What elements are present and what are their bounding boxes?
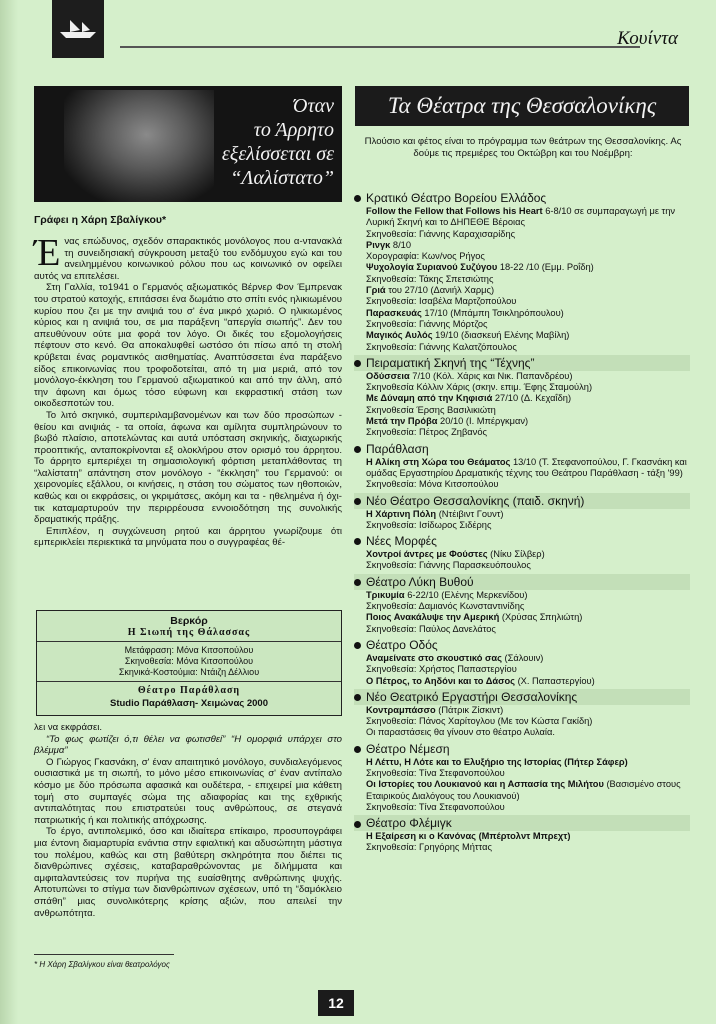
quote: “Το φως φωτίζει ό,τι θέλει να φωτισθεί” “Η ομορφιά υπάρχει στο βλέμμα” — [34, 733, 342, 757]
bullet-icon — [354, 746, 361, 753]
page-number-box — [318, 990, 354, 1016]
article-hero — [34, 86, 342, 202]
listing-entry — [354, 590, 690, 601]
paragraph: Ο Γιώργος Γκασνάκη, σ' έναν απαιτητικό μονόλογο, συνδιαλεγόμενος ουσιαστικά με τη σιωπή, το μόνο μέσο επικοινωνίας σ' έναν αντίπαλο κόσμο με δύο πρόσωπα αφασικά και ουδέτερα, - επιχειρεί μια κάθετη τομή στο συμπαγές σώμα της αδιαφορίας και της εχθρικής αντιπαλότητας που επιστρατεύει τους ανθρώπους, σε στεγανά πατριωτικής ή και πολιτικής απόχρωσης. — [34, 756, 342, 826]
theatre-section-title — [354, 355, 690, 371]
title-line: το Άρρητο — [253, 119, 334, 141]
theatre-section-title — [354, 815, 690, 831]
listing-entry — [354, 802, 690, 813]
listing-entry — [354, 601, 690, 612]
theatre-name: Πειραματική Σκηνή της “Τέχνης” — [366, 355, 535, 370]
play-title: Η Χάρτινη Πόλη — [366, 508, 437, 519]
bullet-icon — [354, 538, 361, 545]
play-title: Ψυχολογία Συριανού Συζύγου — [366, 262, 498, 273]
listing-entry — [354, 457, 690, 480]
ship-logo-icon — [58, 18, 98, 40]
credits-theatre: Θέατρο Παράθλαση — [137, 685, 241, 696]
listing-entry — [354, 229, 690, 240]
listing-entry — [354, 779, 690, 802]
theatre-name: Νέο Θεατρικό Εργαστήρι Θεσσαλονίκης — [366, 689, 578, 704]
theatre-name: Νέες Μορφές — [366, 534, 437, 549]
byline: Γράφει η Χάρη Σβαλίγκου* — [34, 214, 167, 226]
credits-box — [36, 610, 342, 716]
play-title: Ποιος Ανακάλυψε την Αμερική — [366, 612, 500, 623]
paragraph: Το έργο, αντιπολεμικό, όσο και ιδιαίτερα επίκαιρο, προσυπογράφει μια έντονη διαμαρτυρία ενάντια στην εφιαλτική και αδυσώπητη μάστιγα του πολέμου, καθώς και στη βαθύτερη σκληρότητα που διέπει τις διανθρώπινες σχέσεις, καταβαραθρώνοντας με διλήμματα και αμφιταλαντεύσεις τον πυρήνα της ευαίσθητης ανθρώπινης ψυχής. Αποτυπώνει το στίγμα των διανθρώπινων σχέσεων, υπό τη “δαμόκλειο σπάθη” μιας συνολικότερης κρίσης αξιών, που απειλεί την ανθρωπότητα. — [34, 826, 342, 919]
listing-entry — [354, 705, 690, 716]
listing-entry — [354, 768, 690, 779]
bullet-icon — [354, 694, 361, 701]
play-title: Με Δύναμη από την Κηφισιά — [366, 393, 493, 404]
play-details: (Χρύσας Σπηλιώτη) — [499, 612, 583, 623]
paragraph-text: νας επώδυνος, σχεδόν σπαρακτικός μονόλογος που α-ντανακλά τη συνειδησιακή σύγκρουση μεταξύ του ενδόμυχου εγώ και του ανειλημμένου κοινωνικού ρόλου που ως κοινωνικό ον οφείλει αυτός να επιτελέσει. — [34, 236, 342, 282]
brand-name: Κουίντα — [617, 28, 678, 49]
credits-line: Σκηνοθεσία: Μόνα Κιτσοπούλου — [124, 656, 254, 666]
play-title: Ρινγκ — [366, 239, 391, 250]
theatres-intro: Πλούσιο και φέτος είναι το πρόγραμμα των θεάτρων της Θεσσαλονίκης. Ας δούμε τις πρεμιέρες του Οκτώβρη και του Νοέμβρη: — [364, 136, 682, 159]
theatre-section-title — [354, 637, 690, 653]
theatre-section-title — [354, 493, 690, 509]
listing-entry — [354, 308, 690, 319]
theatre-section-title — [354, 741, 690, 757]
play-title: Κοντραμπάσσο — [366, 704, 436, 715]
listing-entry — [354, 757, 690, 768]
play-title: Οδύσσεια — [366, 370, 410, 381]
listing-entry — [354, 342, 690, 353]
play-details: Σκηνοθεσία: Πάνος Χαρίτογλου (Με τον Κώστα Γακίδη) — [366, 716, 593, 727]
credits-divider — [37, 681, 341, 682]
play-details: (Ντέιβιντ Γουντ) — [436, 508, 504, 519]
credits-play-title: Η Σιωπή της Θάλασσας — [127, 627, 251, 638]
listing-entry — [354, 393, 690, 404]
title-line: “Λαλίστατο” — [230, 167, 334, 189]
article-body — [34, 232, 342, 549]
play-title: Τρικυμία — [366, 589, 405, 600]
play-title: Ο Πέτρος, το Αηδόνι και το Δάσος — [366, 675, 515, 686]
theatre-name: Θέατρο Λύκη Βυθού — [366, 574, 474, 589]
play-details: 6-22/10 (Ελένης Μερκενίδου) — [404, 589, 528, 600]
listing-entry — [354, 427, 690, 438]
play-details: Χορογραφία: Κων/νος Ρήγος — [366, 251, 485, 262]
listing-entry — [354, 382, 690, 393]
credits-studio: Studio Παράθλαση- Χειμώνας 2000 — [109, 698, 268, 709]
play-details: 19/10 (διασκευή Ελένης Μαβίλη) — [432, 330, 570, 341]
theatre-name: Θέατρο Φλέμιγκ — [366, 816, 452, 831]
play-title: Η Λέττυ, Η Λότε και το Ελυξήριο της Ιστορίας (Πήτερ Σάφερ) — [366, 756, 628, 767]
listing-entry — [354, 676, 690, 687]
listing-entry — [354, 727, 690, 738]
listing-entry — [354, 653, 690, 664]
play-details: Σκηνοθεσία: Δαμιανός Κωνσταντινίδης — [366, 601, 525, 612]
play-details: Σκηνοθεσία: Χρήστος Παπαστεργίου — [366, 664, 517, 675]
play-details: Σκηνοθεσία Έρσης Βασιλικιώτη — [366, 404, 496, 415]
article-body-continued — [34, 722, 342, 919]
play-title: Γριά — [366, 285, 386, 296]
play-details: Σκηνοθεσία: Πέτρος Ζηβανός — [366, 427, 487, 438]
play-title: Follow the Fellow that Follows his Heart — [366, 206, 543, 216]
listing-entry — [354, 405, 690, 416]
listing-entry — [354, 549, 690, 560]
listing-entry — [354, 716, 690, 727]
listing-entry — [354, 842, 690, 853]
listing-entry — [354, 330, 690, 341]
play-details: 7/10 (Κόλ. Χάρις και Νικ. Παπανδρέου) — [409, 370, 573, 381]
play-details: 20/10 (Ι. Μπέργκμαν) — [437, 416, 529, 427]
paragraph: Επιπλέον, η συγχώνευση ρητού και άρρητου γνωρίζουμε ότι εμπερικλείει περιεκτικά τα μηνύματα που ο συγγραφέας θέ- — [34, 525, 342, 549]
play-details: Σκηνοθεσία: Μόνα Κιτσοπούλου — [366, 479, 499, 490]
listing-entry — [354, 520, 690, 531]
listing-entry — [354, 206, 690, 229]
play-details: (Πάτρικ Ζίσκιντ) — [435, 704, 504, 715]
credits-line: Μετάφραση: Μόνα Κιτσοπούλου — [124, 645, 254, 655]
bullet-icon — [354, 195, 361, 202]
play-details: (Βασισμένο στους Εταιρικούς Διαλόγους του Λουκιανού) — [366, 779, 681, 801]
title-line: εξελίσσεται σε — [221, 143, 334, 165]
bullet-icon — [354, 821, 361, 828]
play-details: 8/10 — [390, 239, 411, 250]
theatre-name: Θέατρο Νέμεση — [366, 741, 450, 756]
paragraph: Το λιτό σκηνικό, συμπεριλαμβανομένων και των δύο προσώπων - θείου και ανιψιάς - τα οποία, άφωνα και αμίλητα συμπληρώνουν το βωβό πλαίσιο, αποτελώντας και αυτά υπόσταση σκηνικής, διαχωρικής προοπτικής, ανταποκρίνονται εξ ολοκλήρου στον ορισμό του άρρητου. Το άρρητο εμπεριέχει τη σημασιολογική φόρτιση μεταπλάθοντας τη “λαλίστατη” απάντηση στον μονόλογο - “έκκληση” του Γερμανού: οι χειρονομίες εξάλλου, οι κινήσεις, η στάση του σώματος των ηθοποιών, καθώς και οι εκφράσεις, οι γκριμάτσες, ακόμη και τα - ηθελημένα ή όχι- τικ καταμαρτυρούν την περιρρέουσα εννοιοδότηση της συνολικής δραματικής πράξης. — [34, 409, 342, 526]
listing-entry — [354, 831, 690, 842]
play-details: 27/10 (Δ. Κεχαΐδη) — [492, 393, 572, 404]
listing-entry — [354, 251, 690, 262]
page-number: 12 — [328, 995, 344, 1011]
play-details: (Χ. Παπαστεργίου) — [515, 675, 595, 686]
play-details: Οι παραστάσεις θα γίνουν στο θέατρο Αυλαία. — [366, 727, 555, 738]
theatres-heading: Τα Θέατρα της Θεσσαλονίκης — [355, 86, 689, 126]
theatre-name: Νέο Θέατρο Θεσσαλονίκης (παιδ. σκηνή) — [366, 493, 585, 508]
listing-entry — [354, 612, 690, 623]
paragraph — [34, 232, 342, 282]
credits-line: Σκηνικά-Κοστούμια: Ντάιζη Δέλλιου — [118, 667, 260, 677]
play-details: Σκηνοθεσία Κόλλιν Χάρις (σκην. επιμ. Έφης Σταμούλη) — [366, 382, 593, 393]
play-details: Σκηνοθεσία: Ισαβέλα Μαρτζοπούλου — [366, 296, 517, 307]
play-details: Σκηνοθεσία: Γιάννης Καλατζόπουλος — [366, 341, 517, 352]
theatre-name: Θέατρο Οδός — [366, 637, 438, 652]
listing-entry — [354, 296, 690, 307]
listing-entry — [354, 509, 690, 520]
play-title: Χοντροί άντρες με Φούστες — [366, 549, 488, 560]
header-rule — [120, 46, 640, 48]
play-details: Σκηνοθεσία: Γιάννης Καραχισαρίδης — [366, 228, 516, 239]
play-details: Σκηνοθεσία: Γιάννης Μόρτζος — [366, 318, 488, 329]
listing-entry — [354, 664, 690, 675]
bullet-icon — [354, 498, 361, 505]
bullet-icon — [354, 642, 361, 649]
listing-entry — [354, 274, 690, 285]
listing-entry — [354, 560, 690, 571]
credits-divider — [37, 641, 341, 642]
play-details: (Νίκυ Σίλβερ) — [487, 549, 545, 560]
play-details: 17/10 (Μπάμπη Τσικληρόπουλου) — [421, 307, 564, 318]
paragraph: Στη Γαλλία, το1941 ο Γερμανός αξιωματικός Βέρνερ Φον Έμπρενακ του στρατού κατοχής, επιτάσσει ένα δωμάτιο στο σπίτι ενός ηλικιωμένου κυρίου που ζει με την ανιψιά του σ' ένα μικρό χωριό. Ο ηλικιωμένος κύριος και η ανιψιά του, σε μια παράξενη “απεργία σιωπής”. Δεν του απευθύνουν ούτε μια φορά τον λόγο. Οι δικές του εξομολογήσεις πέφτουν στο κενό. Θα αποκαλυφθεί ωστόσο ότι πίσω από τη στολή κρύβεται ένας ρομαντικός αισθηματίας. Αναπτύσσεται ένα παράξενο είδος επικοινωνίας που τροφοδοτείται, από τη μια μεριά, από τον μονόλογο-έκκληση του Γερμανού αξιωματικού και από την άλλη, από την άφωνη και όμως τόσο εύφωνη και εκφραστική στάση των οικοδεσποτών του. — [34, 282, 342, 410]
credits-author: Βερκόρ — [170, 615, 208, 627]
logo-box — [52, 0, 104, 58]
listing-entry — [354, 479, 690, 490]
play-details: Σκηνοθεσία: Παύλος Δανελάτος — [366, 623, 496, 634]
listing-entry — [354, 416, 690, 427]
drop-cap: Έ — [34, 232, 61, 274]
bullet-icon — [354, 579, 361, 586]
theatre-name: Παράθλαση — [366, 441, 429, 456]
play-title: Οι Ιστορίες του Λουκιανού και η Ασπασία της Μιλήτου — [366, 779, 604, 790]
play-details: (Σάλουιν) — [501, 652, 544, 663]
play-details: 6-8/10 σε συμπαραγωγή με την Λυρική Σκηνή και το ΔΗΠΕΘΕ Βέροιας — [366, 206, 676, 228]
listing-entry — [354, 371, 690, 382]
listing-entry — [354, 285, 690, 296]
play-details: Σκηνοθεσία: Γρηγόρης Μήττας — [366, 842, 492, 853]
theatre-section-title — [354, 689, 690, 705]
play-title: Αναμείνατε στο σκουστικό σας — [366, 652, 502, 663]
theatre-listing — [354, 188, 690, 854]
play-details: 18-22 /10 (Εμμ. Ροΐδη) — [497, 262, 594, 273]
play-title: Η Αλίκη στη Χώρα του Θεάματος — [366, 456, 511, 467]
listing-entry — [354, 319, 690, 330]
title-line: Όταν — [293, 95, 334, 117]
theatre-section-title — [354, 574, 690, 590]
theatre-section-title — [354, 190, 690, 206]
theatre-section-title — [354, 441, 690, 457]
footnote: * Η Χάρη Σβαλίγκου είναι θεατρολόγος — [34, 960, 170, 969]
bullet-icon — [354, 360, 361, 367]
play-details: Σκηνοθεσία: Τίνα Στεφανοπούλου — [366, 767, 505, 778]
play-details: του 27/10 (Δανιήλ Χαρμς) — [385, 285, 495, 296]
play-title: Μαγικός Αυλός — [366, 330, 433, 341]
play-details: Σκηνοθεσία: Γιάννης Παρασκευόπουλος — [366, 560, 531, 571]
play-details: Σκηνοθεσία: Τάκης Σπετσιώτης — [366, 273, 494, 284]
listing-entry — [354, 240, 690, 251]
theatre-section-title — [354, 533, 690, 549]
play-title: Μετά την Πρόβα — [366, 416, 438, 427]
play-details: Σκηνοθεσία: Τίνα Στεφανοπούλου — [366, 801, 505, 812]
theatre-name: Κρατικό Θέατρο Βορείου Ελλάδος — [366, 191, 547, 205]
article-title — [144, 94, 334, 190]
listing-entry — [354, 262, 690, 273]
play-details: Σκηνοθεσία: Ισίδωρος Σιδέρης — [366, 519, 492, 530]
bullet-icon — [354, 446, 361, 453]
footnote-rule — [34, 954, 174, 955]
paragraph: λει να εκφράσει. — [34, 722, 103, 733]
play-title: Παρασκευάς — [366, 307, 422, 318]
play-title: Η Εξαίρεση κι ο Κανόνας (Μπέρτολντ Μπρεχτ) — [366, 831, 571, 842]
page-spine — [0, 0, 18, 1024]
play-details: 13/10 (Τ. Στεφανοπούλου, Γ. Γκασνάκη και ομάδας Εργαστηρίου Δραματικής τέχνης του Θεάτρου Παράθλαση - τάξη '99) — [366, 456, 687, 478]
listing-entry — [354, 624, 690, 635]
